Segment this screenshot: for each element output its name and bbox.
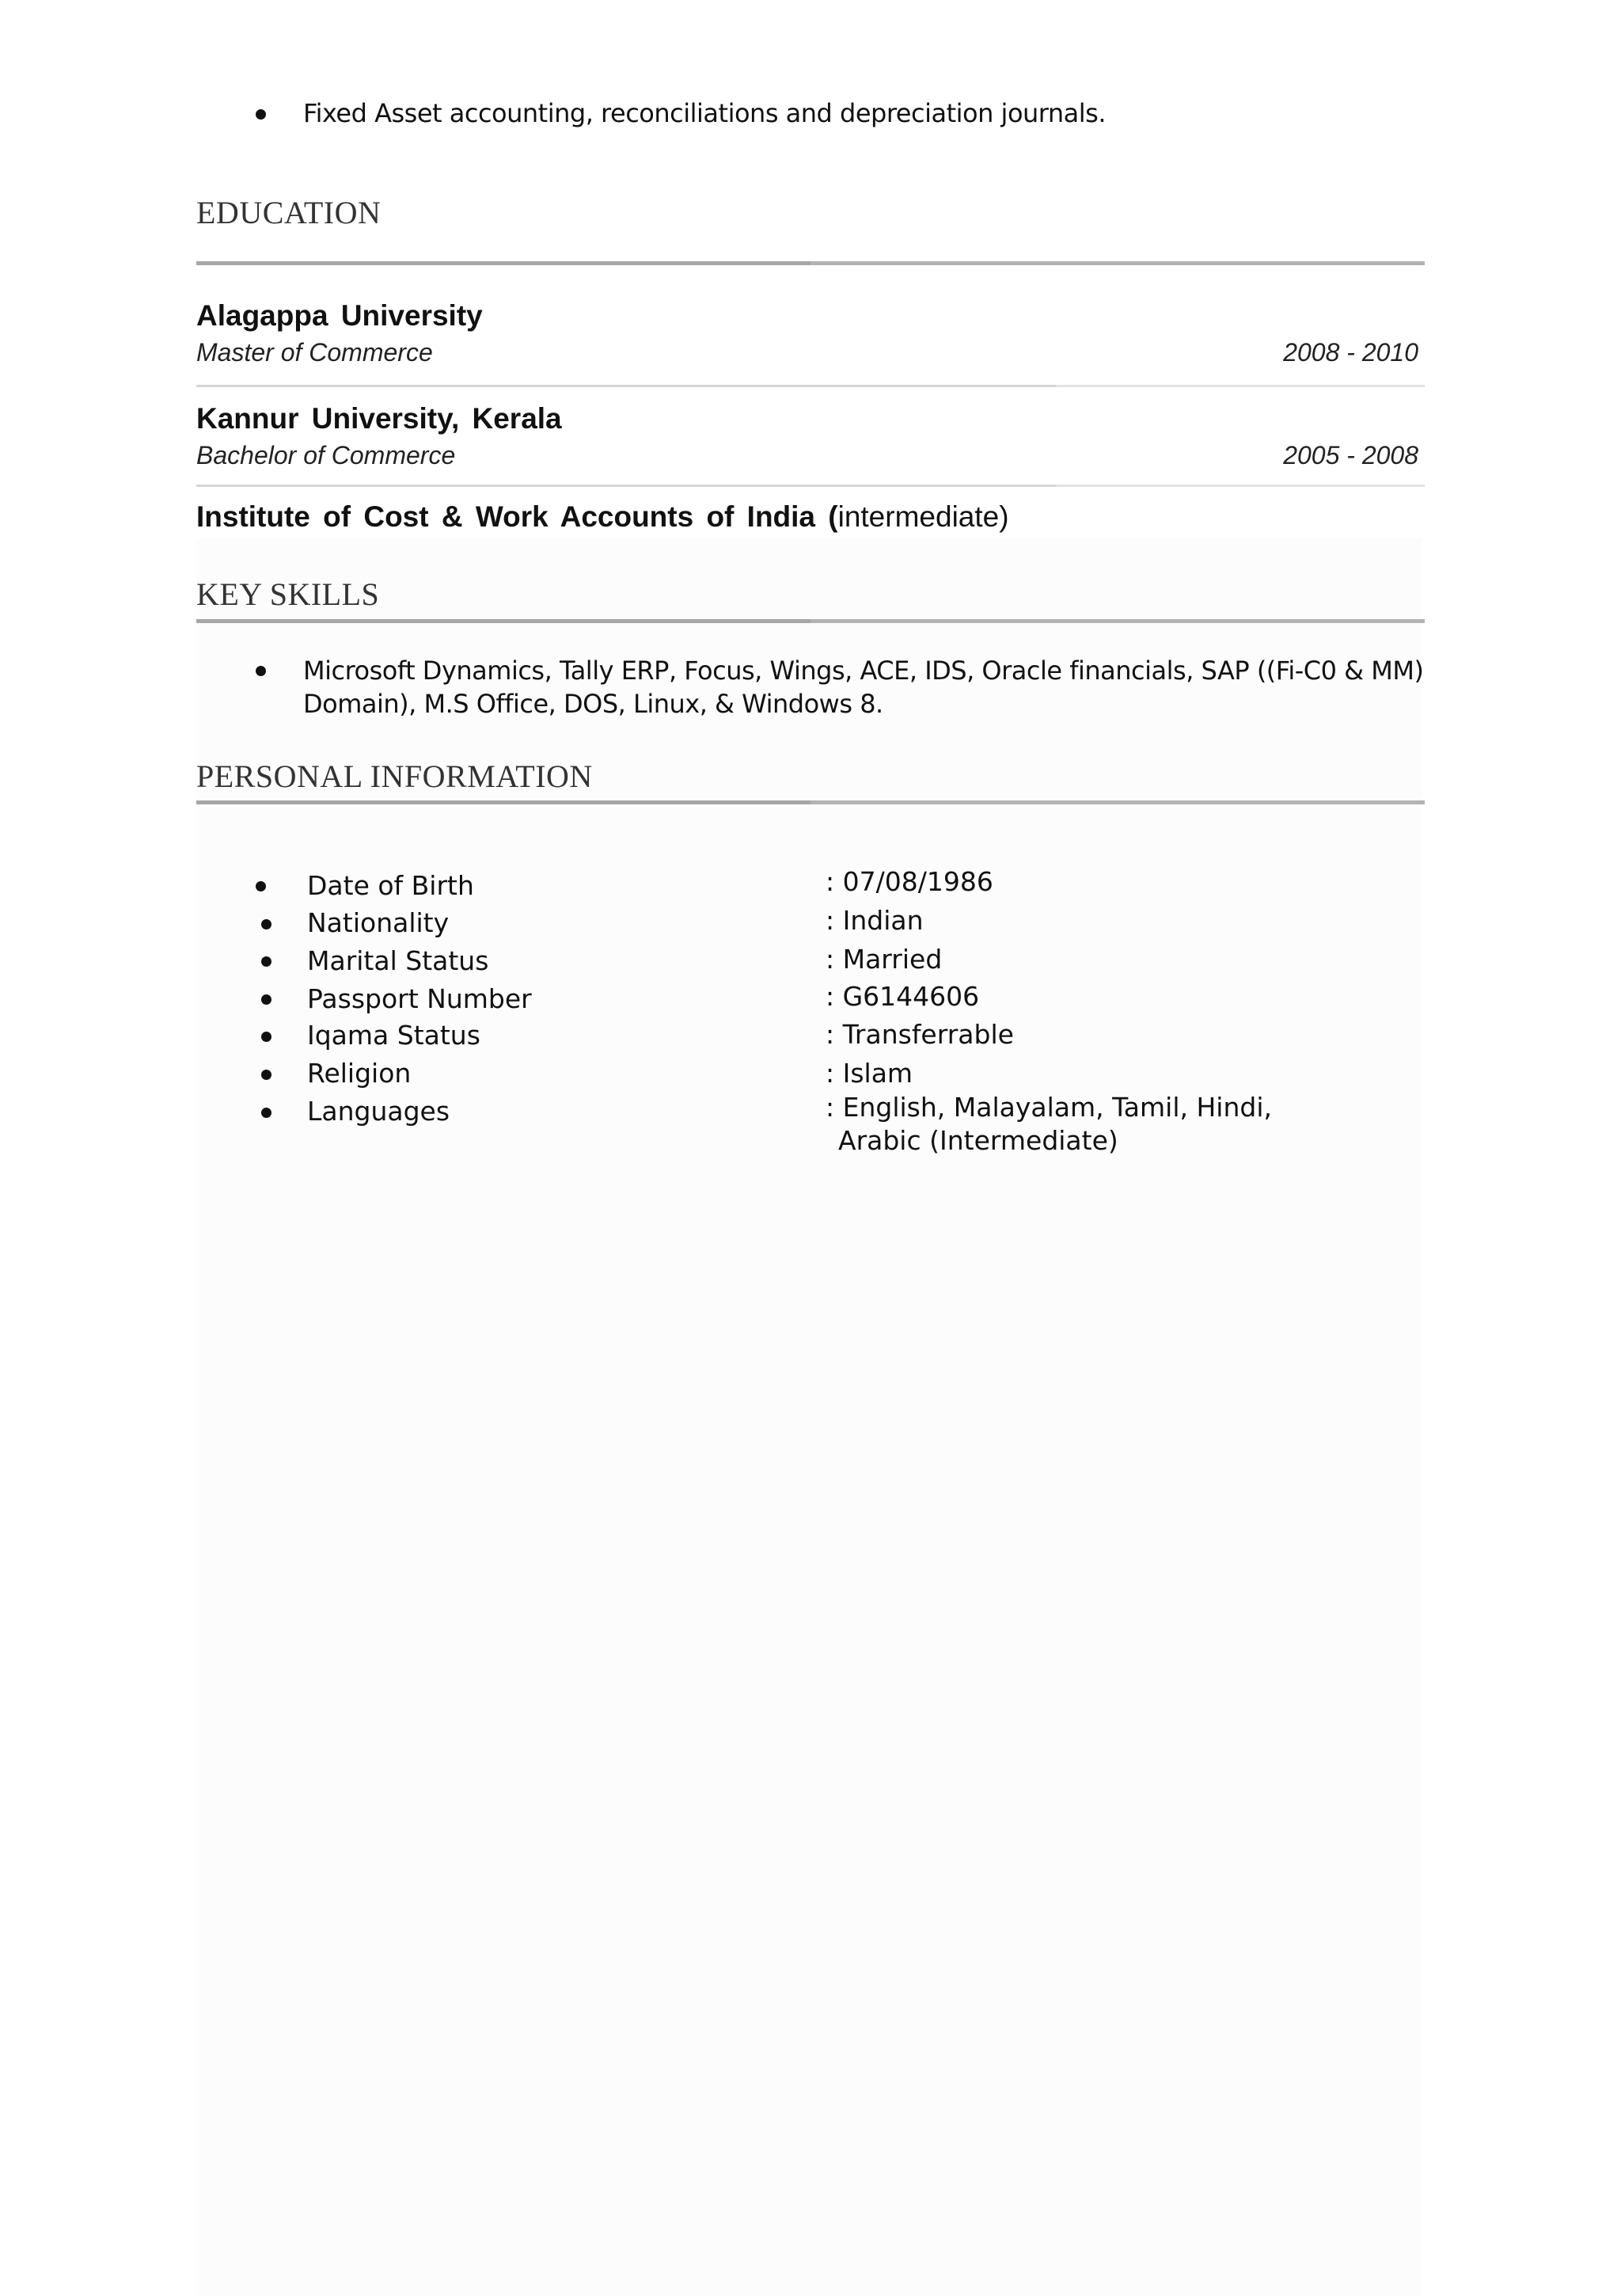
skills-line-1: Microsoft Dynamics, Tally ERP, Focus, Wings, ACE, IDS, Oracle financials, SAP ((Fi-C0 & MM): [303, 656, 1424, 686]
dob-label: Date of Birth: [307, 870, 474, 901]
bullet-icon: [256, 881, 266, 891]
languages-value: : English, Malayalam, Tamil, Hindi,: [826, 1092, 1272, 1123]
education-rule: [196, 261, 1425, 265]
icwai-level: intermediate): [837, 500, 1009, 533]
bullet-icon: [261, 919, 271, 929]
degree-bcom: Bachelor of Commerce: [196, 441, 456, 469]
bullet-icon: [261, 1108, 271, 1118]
bullet-icon: [261, 956, 271, 967]
nationality-label: Nationality: [307, 907, 450, 938]
iqama-status-label: Iqama Status: [307, 1020, 480, 1051]
institution-kannur: Kannur University, Kerala: [196, 402, 562, 435]
languages-value-continued: Arabic (Intermediate): [838, 1125, 1118, 1156]
icwai-name: Institute of Cost & Work Accounts of India (: [196, 500, 838, 533]
key-skills-heading: KEY SKILLS: [196, 576, 380, 612]
iqama-status-value: : Transferrable: [826, 1019, 1014, 1050]
education-divider-2: [196, 485, 1425, 487]
bullet-icon: [256, 666, 266, 676]
marital-status-value: : Married: [826, 944, 943, 975]
dob-value: : 07/08/1986: [826, 866, 993, 897]
education-heading: EDUCATION: [196, 195, 382, 230]
bullet-icon: [261, 994, 271, 1005]
passport-number-label: Passport Number: [307, 983, 532, 1014]
nationality-value: : Indian: [826, 905, 924, 936]
marital-status-label: Marital Status: [307, 945, 489, 976]
institution-alagappa: Alagappa University: [196, 299, 483, 332]
skills-line-2: Domain), M.S Office, DOS, Linux, & Windows 8.: [303, 689, 883, 719]
key-skills-rule: [196, 619, 1425, 623]
bullet-icon: [256, 109, 266, 120]
degree-mcom: Master of Commerce: [196, 338, 433, 367]
languages-label: Languages: [307, 1096, 450, 1127]
bullet-icon: [261, 1032, 271, 1042]
religion-label: Religion: [307, 1058, 412, 1089]
experience-bullet: Fixed Asset accounting, reconciliations and depreciation journals.: [303, 98, 1107, 128]
years-mcom: 2008 - 2010: [1283, 338, 1418, 367]
personal-info-rule: [196, 800, 1425, 804]
years-bcom: 2005 - 2008: [1283, 441, 1418, 469]
passport-number-value: : G6144606: [826, 981, 980, 1012]
institution-icwai: [196, 500, 1009, 534]
religion-value: : Islam: [826, 1058, 913, 1089]
bullet-icon: [261, 1070, 271, 1080]
personal-info-heading: PERSONAL INFORMATION: [196, 758, 593, 794]
education-divider-1: [196, 385, 1425, 387]
